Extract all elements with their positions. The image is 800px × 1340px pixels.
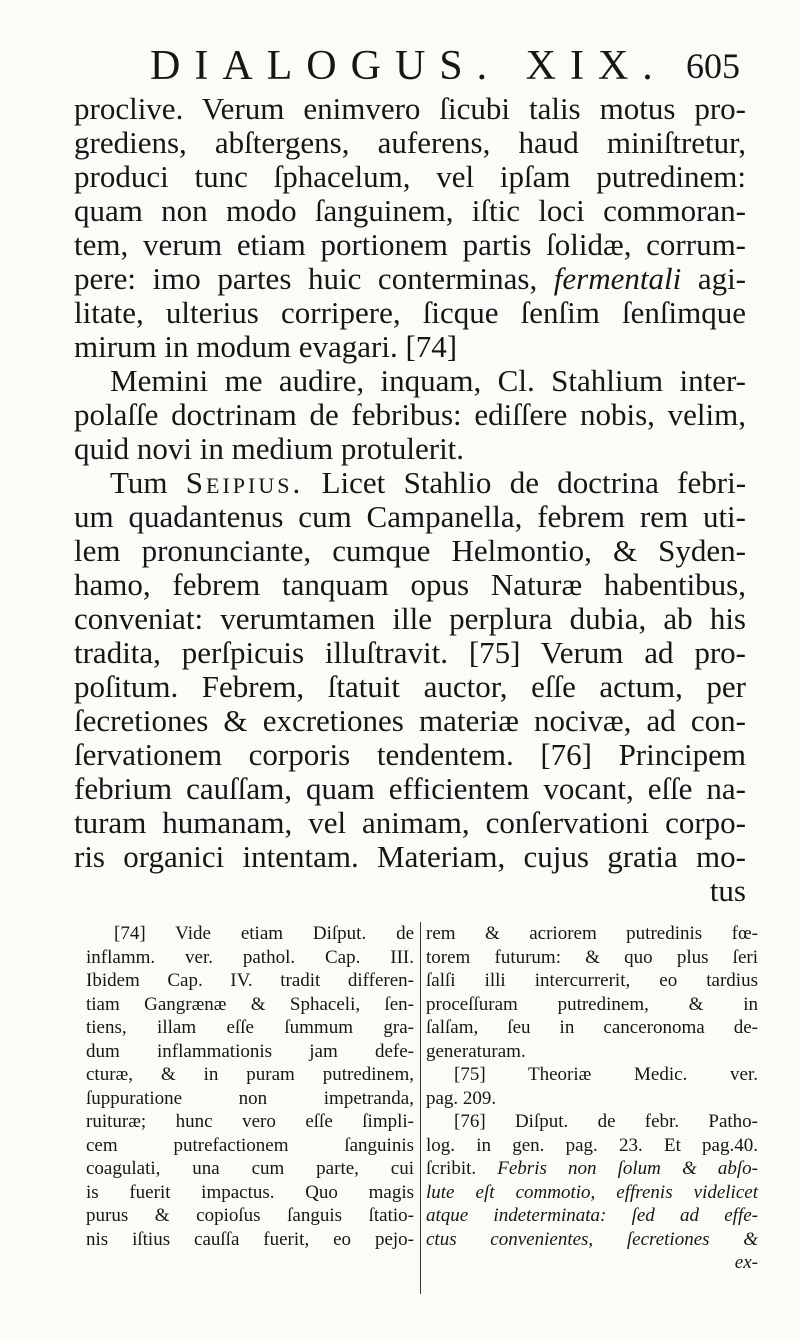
footnote-line: [75] Theoriæ Medic. ver. xyxy=(454,1064,758,1085)
footnote-line: [76] Diſput. de febr. Patho- xyxy=(454,1111,758,1132)
footnote-column-right xyxy=(426,922,758,1275)
column-divider xyxy=(420,922,421,1294)
italic-term: fermentali xyxy=(553,261,682,296)
footnote-line: cturæ, & in puram putredinem, xyxy=(86,1064,414,1085)
text-line xyxy=(74,262,746,296)
footnote-line: nis iſtius cauſſa fuerit, eo pejo- xyxy=(86,1228,414,1250)
footnote-line: torem futurum: & quo plus ſeri xyxy=(426,946,758,968)
text-segment: Tum xyxy=(110,465,168,500)
footnote-line: pag. 209. xyxy=(426,1087,497,1109)
text-line: ſecretiones & excretiones materiæ nocivæ, ad con- xyxy=(74,703,746,738)
footnote-line: tiam Gangrænæ & Sphaceli, ſen- xyxy=(86,993,414,1015)
text-line: mirum in modum evagari. [74] xyxy=(74,329,458,364)
footnote-line: generaturam. xyxy=(426,1040,526,1062)
text-line: conveniat: verumtamen ille perplura dubia, ab his xyxy=(74,601,746,636)
page-header xyxy=(150,36,740,96)
text-line xyxy=(74,466,746,500)
text-line: polaſſe doctrinam de febribus: ediſſere nobis, velim, xyxy=(74,397,746,432)
text-line: tradita, perſpicuis illuſtravit. [75] Verum ad pro- xyxy=(74,635,746,670)
text-line: proclive. Verum enimvero ſicubi talis motus pro- xyxy=(74,91,746,126)
text-line: quid novi in medium protulerit. xyxy=(74,431,465,466)
text-line: litate, ulterius corripere, ſicque ſenſim ſenſimque xyxy=(74,295,746,330)
footnote-line: tiens, illam eſſe ſummum gra- xyxy=(86,1017,414,1038)
text-segment: ſcribit. xyxy=(426,1158,477,1179)
footnote-line: dum inflammationis jam defe- xyxy=(86,1040,414,1062)
main-text xyxy=(74,92,746,908)
footnote-line: ſuppuratione non impetranda, xyxy=(86,1087,414,1109)
footnote-line: cem putrefactionem ſanguinis xyxy=(86,1134,414,1156)
footnote-line: [74] Vide etiam Diſput. de xyxy=(114,923,414,944)
catchword: tus xyxy=(709,873,746,908)
page-number: 605 xyxy=(686,46,740,86)
footnote-line: coagulati, una cum parte, cui xyxy=(86,1158,414,1179)
footnote-line-italic: ctus convenientes, ſecretiones & xyxy=(426,1228,758,1250)
footnote-line: log. in gen. pag. 23. Et pag.40. xyxy=(426,1134,758,1156)
text-line: poſitum. Febrem, ſtatuit auctor, eſſe actum, per xyxy=(74,669,746,704)
text-segment: pere: imo partes huic conterminas, xyxy=(74,261,538,296)
text-line: ſervationem corporis tendentem. [76] Principem xyxy=(74,737,746,772)
text-segment: Licet Stahlio de doctrina febri- xyxy=(321,465,747,500)
text-line: hamo, febrem tanquam opus Naturæ habentibus, xyxy=(74,567,746,602)
footnote-line: ſalſi illi intercurrerit, eo tardius xyxy=(426,970,758,991)
text-line: produci tunc ſphacelum, vel ipſam putredinem: xyxy=(74,159,746,194)
text-line: quam non modo ſanguinem, iſtic loci commoran- xyxy=(74,193,746,228)
running-title: DIALOGUS. XIX. xyxy=(150,43,667,89)
text-segment: agi- xyxy=(697,261,747,296)
speaker-name: Seipius. xyxy=(185,465,304,500)
footnote-line: rem & acriorem putredinis fœ- xyxy=(426,923,758,944)
footnote-line: is fuerit impactus. Quo magis xyxy=(86,1181,414,1203)
text-line: turam humanam, vel animam, conſervationi corpo- xyxy=(74,805,746,840)
footnote-line: Ibidem Cap. IV. tradit differen- xyxy=(86,970,414,991)
footnote-line: ruituræ; hunc vero eſſe ſimpli- xyxy=(86,1111,414,1132)
footnote-catchword: ex- xyxy=(734,1252,758,1273)
footnote-line: inflamm. ver. pathol. Cap. III. xyxy=(86,946,414,968)
text-line: ris organici intentam. Materiam, cujus gratia mo- xyxy=(74,839,746,874)
text-line: lem pronunciante, cumque Helmontio, & Syden- xyxy=(74,533,746,568)
footnote-line: ſalſam, ſeu in canceronoma de- xyxy=(426,1017,758,1038)
italic-quote: Febris non ſolum & abſo- xyxy=(497,1158,758,1179)
footnote-line: purus & copioſus ſanguis ſtatio- xyxy=(86,1205,414,1226)
footnote-line: proceſſuram putredinem, & in xyxy=(426,993,758,1015)
text-line: febrium cauſſam, quam efficientem vocant, eſſe na- xyxy=(74,771,746,806)
footnote-line-italic: atque indeterminata: ſed ad effe- xyxy=(426,1205,758,1226)
footnote-line-italic: lute eſt commotio, effrenis videlicet xyxy=(426,1181,758,1203)
text-line: Memini me audire, inquam, Cl. Stahlium inter- xyxy=(110,363,746,398)
text-line: tem, verum etiam portionem partis ſolidæ, corrum- xyxy=(74,227,746,262)
text-line: um quadantenus cum Campanella, febrem rem uti- xyxy=(74,499,746,534)
footnotes xyxy=(86,922,758,1302)
footnote-line xyxy=(426,1157,758,1181)
footnote-column-left xyxy=(86,922,414,1251)
text-line: grediens, abſtergens, auferens, haud miniſtretur, xyxy=(74,125,746,160)
